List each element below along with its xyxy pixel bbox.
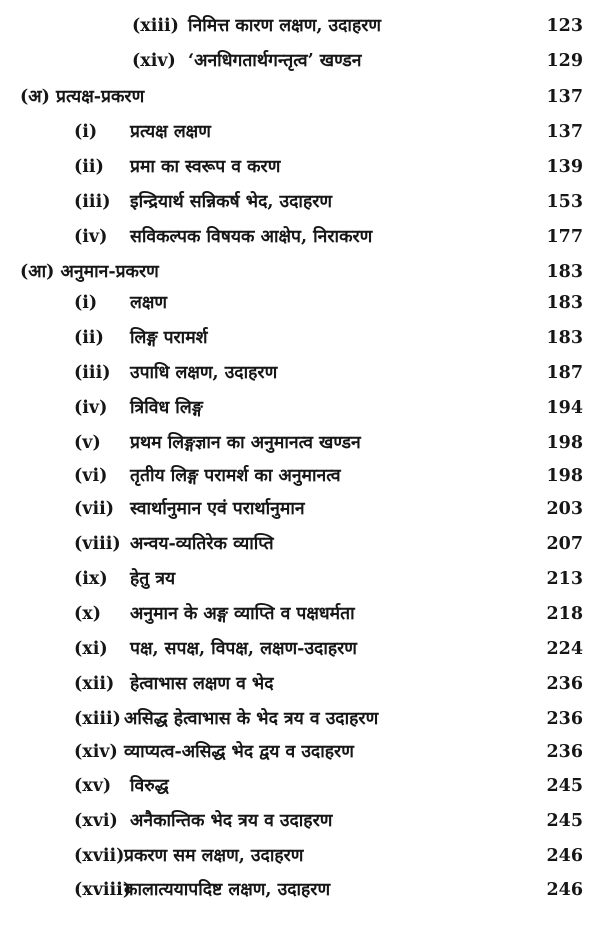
entry-page: 218 xyxy=(546,604,583,624)
entry-number: (iii) xyxy=(74,363,111,383)
entry-title: प्रथम लिङ्गज्ञान का अनुमानत्व खण्डन xyxy=(130,433,361,453)
entry-number: (xiii) xyxy=(132,16,179,36)
entry-title: असिद्ध हेत्वाभास के भेद त्रय व उदाहरण xyxy=(124,709,379,729)
entry-number: (xvi) xyxy=(74,811,118,831)
entry-page: 129 xyxy=(546,51,583,71)
toc-entry xyxy=(0,704,600,734)
entry-page: 207 xyxy=(546,534,583,554)
section-page: 137 xyxy=(546,87,583,107)
toc-entry xyxy=(0,771,600,801)
entry-page: 137 xyxy=(546,122,583,142)
toc-entry xyxy=(0,529,600,559)
entry-title: हेत्वाभास लक्षण व भेद xyxy=(130,674,274,694)
entry-number: (x) xyxy=(74,604,101,624)
toc-entry xyxy=(0,358,600,388)
entry-number: (vii) xyxy=(74,499,115,519)
toc-entry xyxy=(0,393,600,423)
entry-title: अनैकान्तिक भेद त्रय व उदाहरण xyxy=(130,811,333,831)
toc-entry xyxy=(0,494,600,524)
entry-title: लक्षण xyxy=(130,293,168,313)
section-title: (आ) अनुमान-प्रकरण xyxy=(20,262,159,282)
entry-title: निमित्त कारण लक्षण, उदाहरण xyxy=(188,16,382,36)
toc-entry xyxy=(0,11,600,41)
entry-number: (v) xyxy=(74,433,101,453)
toc-entry xyxy=(0,187,600,217)
entry-number: (i) xyxy=(74,122,98,142)
entry-title: कालात्ययापदिष्ट लक्षण, उदाहरण xyxy=(124,880,331,900)
entry-page: 187 xyxy=(546,363,583,383)
entry-title: प्रत्यक्ष लक्षण xyxy=(130,122,211,142)
toc-entry xyxy=(0,634,600,664)
entry-number: (xvii) xyxy=(74,846,125,866)
entry-title: प्रकरण सम लक्षण, उदाहरण xyxy=(124,846,304,866)
entry-page: 224 xyxy=(546,639,583,659)
entry-title: तृतीय लिङ्ग परामर्श का अनुमानत्व xyxy=(130,466,341,486)
entry-page: 198 xyxy=(546,433,583,453)
entry-title: त्रिविध लिङ्ग xyxy=(130,398,203,418)
toc-entry xyxy=(0,599,600,629)
entry-number: (xiii) xyxy=(74,709,121,729)
entry-page: 139 xyxy=(546,157,583,177)
entry-number: (xiv) xyxy=(132,51,176,71)
entry-title: विरुद्ध xyxy=(130,776,169,796)
entry-number: (xviii) xyxy=(74,880,132,900)
entry-number: (iv) xyxy=(74,398,108,418)
entry-title: अनुमान के अङ्ग व्याप्ति व पक्षधर्मता xyxy=(130,604,355,624)
entry-page: 236 xyxy=(546,742,583,762)
entry-page: 236 xyxy=(546,674,583,694)
toc-entry xyxy=(0,737,600,767)
toc-entry xyxy=(0,117,600,147)
entry-page: 198 xyxy=(546,466,583,486)
entry-number: (ii) xyxy=(74,157,104,177)
toc-entry xyxy=(0,875,600,905)
section-page: 183 xyxy=(546,262,583,282)
entry-page: 153 xyxy=(546,192,583,212)
toc-entry xyxy=(0,841,600,871)
entry-page: 213 xyxy=(546,569,583,589)
entry-title: व्याप्यत्व-असिद्ध भेद द्वय व उदाहरण xyxy=(124,742,354,762)
toc-entry xyxy=(0,564,600,594)
entry-page: 245 xyxy=(546,811,583,831)
toc-entry xyxy=(0,428,600,458)
entry-page: 203 xyxy=(546,499,583,519)
entry-number: (iv) xyxy=(74,227,108,247)
entry-page: 183 xyxy=(546,293,583,313)
entry-page: 123 xyxy=(546,16,583,36)
toc-entry xyxy=(0,806,600,836)
entry-title: स्वार्थानुमान एवं परार्थानुमान xyxy=(130,499,305,519)
entry-number: (xiv) xyxy=(74,742,118,762)
entry-page: 236 xyxy=(546,709,583,729)
toc-entry xyxy=(0,46,600,76)
entry-title: ‘अनधिगतार्थगन्तृत्व’ खण्डन xyxy=(188,51,362,71)
entry-page: 246 xyxy=(546,880,583,900)
section-heading xyxy=(0,82,600,112)
entry-title: उपाधि लक्षण, उदाहरण xyxy=(130,363,278,383)
entry-title: सविकल्पक विषयक आक्षेप, निराकरण xyxy=(130,227,373,247)
entry-number: (xv) xyxy=(74,776,112,796)
toc-entry xyxy=(0,288,600,318)
toc-entry xyxy=(0,152,600,182)
entry-page: 177 xyxy=(546,227,583,247)
entry-number: (ix) xyxy=(74,569,108,589)
entry-page: 246 xyxy=(546,846,583,866)
toc-entry xyxy=(0,323,600,353)
entry-title: इन्द्रियार्थ सन्निकर्ष भेद, उदाहरण xyxy=(130,192,333,212)
section-title: (अ) प्रत्यक्ष-प्रकरण xyxy=(20,87,145,107)
entry-page: 245 xyxy=(546,776,583,796)
section-heading xyxy=(0,257,600,287)
toc-entry xyxy=(0,222,600,252)
entry-title: लिङ्ग परामर्श xyxy=(130,328,208,348)
entry-title: हेतु त्रय xyxy=(130,569,176,589)
entry-number: (i) xyxy=(74,293,98,313)
entry-title: प्रमा का स्वरूप व करण xyxy=(130,157,281,177)
entry-number: (viii) xyxy=(74,534,121,554)
entry-number: (vi) xyxy=(74,466,108,486)
entry-page: 194 xyxy=(546,398,583,418)
entry-number: (xi) xyxy=(74,639,108,659)
entry-title: पक्ष, सपक्ष, विपक्ष, लक्षण-उदाहरण xyxy=(130,639,357,659)
toc-entry xyxy=(0,461,600,491)
entry-title: अन्वय-व्यतिरेक व्याप्ति xyxy=(130,534,274,554)
entry-number: (ii) xyxy=(74,328,104,348)
entry-page: 183 xyxy=(546,328,583,348)
entry-number: (iii) xyxy=(74,192,111,212)
toc-entry xyxy=(0,669,600,699)
entry-number: (xii) xyxy=(74,674,115,694)
